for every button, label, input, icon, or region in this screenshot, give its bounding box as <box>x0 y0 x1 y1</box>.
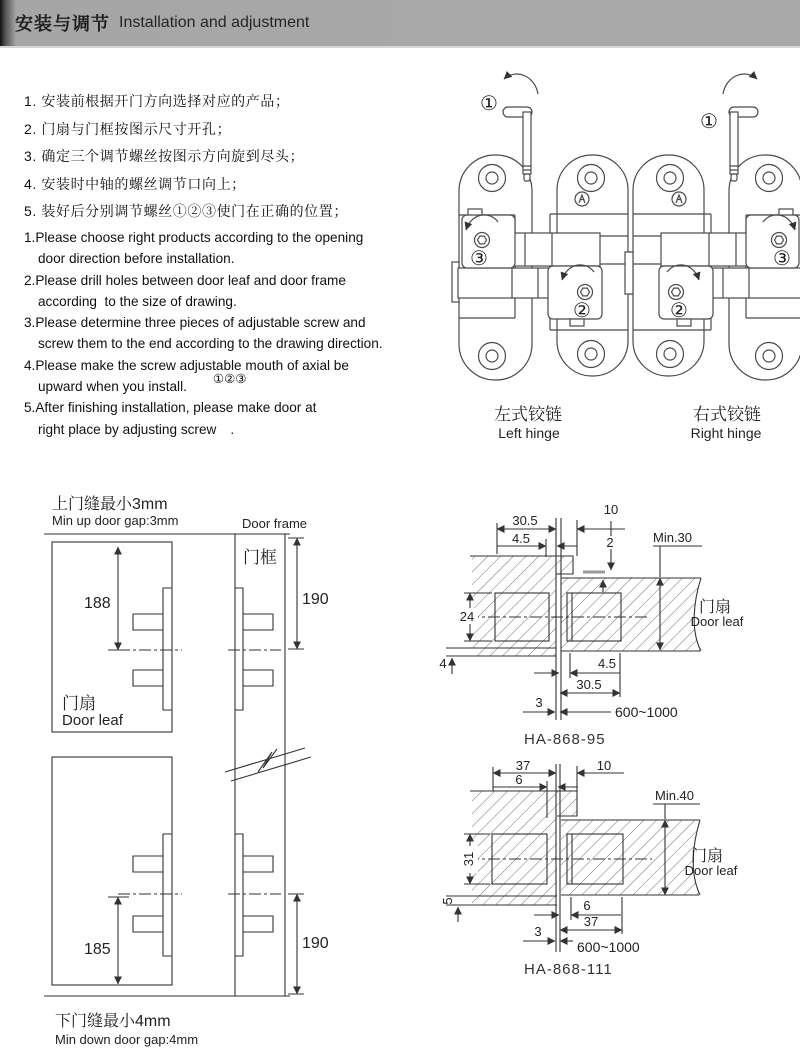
gap-bottom-en: Min down door gap:4mm <box>55 1032 199 1047</box>
gap-bottom-cn: 下门缝最小4mm <box>55 1013 171 1030</box>
svg-text:4.5: 4.5 <box>511 531 531 546</box>
cn-step-5: 5. 装好后分别调节螺丝①②③使门在正确的位置； <box>24 203 348 219</box>
leaf-section-hatch <box>561 578 701 651</box>
svg-text:10: 10 <box>603 502 619 517</box>
dim-gap-3 <box>523 695 555 712</box>
dim-190-bottom <box>288 894 329 994</box>
svg-text:190: 190 <box>302 591 329 608</box>
en-step-3-line2: screw them to the end according to the drawing direction. <box>38 336 383 352</box>
en-step-4-line1: 4.Please make the screw adjustable mouth of axial be <box>24 357 349 373</box>
right-hinge-title-cn: 右式铰链 <box>693 405 761 424</box>
svg-text:37: 37 <box>583 914 599 929</box>
svg-text:3: 3 <box>534 924 542 939</box>
door-leaf-bottom <box>52 757 172 985</box>
dim-range <box>560 704 678 720</box>
en-step-3-line1: 3.Please determine three pieces of adjustable screw and <box>24 315 366 331</box>
model-ha-868-111: HA-868-111 <box>524 961 613 978</box>
svg-text:190: 190 <box>302 935 329 952</box>
dim-190-top <box>288 538 329 649</box>
svg-text:600~1000: 600~1000 <box>577 939 640 955</box>
svg-text:30.5: 30.5 <box>576 677 602 692</box>
gap-title-en: Min up door gap:3mm <box>52 513 179 528</box>
svg-text:30.5: 30.5 <box>512 513 538 528</box>
dim-5 <box>440 896 471 922</box>
en-step-5-text: right place by adjusting screw <box>38 421 217 437</box>
section-ha-868-111 <box>440 758 738 978</box>
dim-10 <box>577 758 624 791</box>
screw-3-label: ③ <box>470 248 488 270</box>
en-step-5-period: . <box>230 421 235 437</box>
cn-step-4: 4. 安装时中轴的螺丝调节口向上； <box>24 175 246 192</box>
right-hinge-drawing <box>625 74 800 441</box>
hinge-profile-frame-top <box>228 588 281 710</box>
section-ha-868-95 <box>439 502 743 748</box>
dim-gap-3 <box>523 924 555 941</box>
dim-10 <box>577 502 625 556</box>
right-hinge-title-en: Right hinge <box>690 425 762 441</box>
left-hinge-title-en: Left hinge <box>498 425 560 441</box>
screw-3-label: ③ <box>773 248 791 270</box>
svg-text:Min.30: Min.30 <box>653 530 693 545</box>
en-step-4-text: upward when you install. <box>38 379 187 395</box>
screw-1-label: ① <box>480 93 498 115</box>
page-title-en: Installation and adjustment <box>119 14 310 31</box>
left-hinge-drawing <box>452 74 636 441</box>
dim-4-5-bottom <box>534 653 620 678</box>
door-frame-label-cn: 门框 <box>243 548 277 567</box>
svg-text:4: 4 <box>439 656 447 671</box>
svg-text:185: 185 <box>84 941 111 958</box>
dim-4 <box>439 648 471 674</box>
en-step-2-line1: 2.Please drill holes between door leaf and door frame <box>24 272 346 288</box>
cn-step-1: 1. 安装前根据开门方向选择对应的产品； <box>24 93 290 109</box>
screw-numbers-ref: ①②③ <box>212 372 247 387</box>
cn-step-2: 2. 门扇与门框按图示尺寸开孔； <box>24 120 232 137</box>
svg-text:Min.40: Min.40 <box>655 788 695 803</box>
svg-text:6: 6 <box>583 898 591 913</box>
svg-text:188: 188 <box>84 595 111 612</box>
dim-185 <box>84 897 129 984</box>
floor-lines <box>44 534 290 996</box>
svg-text:5: 5 <box>440 897 455 905</box>
leaf-label-en: Door leaf <box>690 614 744 629</box>
svg-text:3: 3 <box>535 695 543 710</box>
gap-title-cn: 上门缝最小3mm <box>52 496 168 513</box>
svg-text:4.5: 4.5 <box>597 656 617 671</box>
dim-4-5-top <box>497 531 577 557</box>
en-step-5-line1: 5.After finishing installation, please make door at <box>24 400 317 416</box>
leaf-label-cn: 门扇 <box>698 599 732 616</box>
en-step-1-line2: door direction before installation. <box>38 251 235 267</box>
model-ha-868-95: HA-868-95 <box>524 731 606 748</box>
leaf-label-en: Door leaf <box>684 863 738 878</box>
svg-text:6: 6 <box>515 772 523 787</box>
svg-text:10: 10 <box>596 758 612 773</box>
leaf-label-cn: 门扇 <box>690 848 724 865</box>
screw-2-label: ② <box>573 300 591 322</box>
svg-text:37: 37 <box>515 758 531 773</box>
door-frame-label-en: Door frame <box>242 516 308 531</box>
svg-text:31: 31 <box>461 851 476 867</box>
svg-text:2: 2 <box>606 535 614 550</box>
svg-text:24: 24 <box>459 609 475 624</box>
gap-lines <box>556 518 561 720</box>
cn-step-3: 3. 确定三个调节螺丝按图示方向旋到尽头； <box>24 148 305 164</box>
screw-1-label: ① <box>700 111 718 133</box>
break-line-symbol <box>225 748 311 781</box>
door-leaf-label-cn: 门扇 <box>62 694 96 713</box>
page-title-cn: 安装与调节 <box>15 14 110 34</box>
door-leaf-label-en: Door leaf <box>62 712 123 729</box>
hinge-profile-frame-bottom <box>228 834 281 956</box>
en-step-1-line1: 1.Please choose right products according to the opening <box>24 230 364 245</box>
left-hinge-title-cn: 左式铰链 <box>494 405 562 424</box>
door-gap-diagram <box>44 495 329 1047</box>
screw-2-label: ② <box>670 300 688 322</box>
dim-188 <box>84 547 129 650</box>
svg-text:600~1000: 600~1000 <box>615 704 678 720</box>
dim-range <box>560 939 640 955</box>
en-step-2-line2: according to the size of drawing. <box>38 293 237 309</box>
